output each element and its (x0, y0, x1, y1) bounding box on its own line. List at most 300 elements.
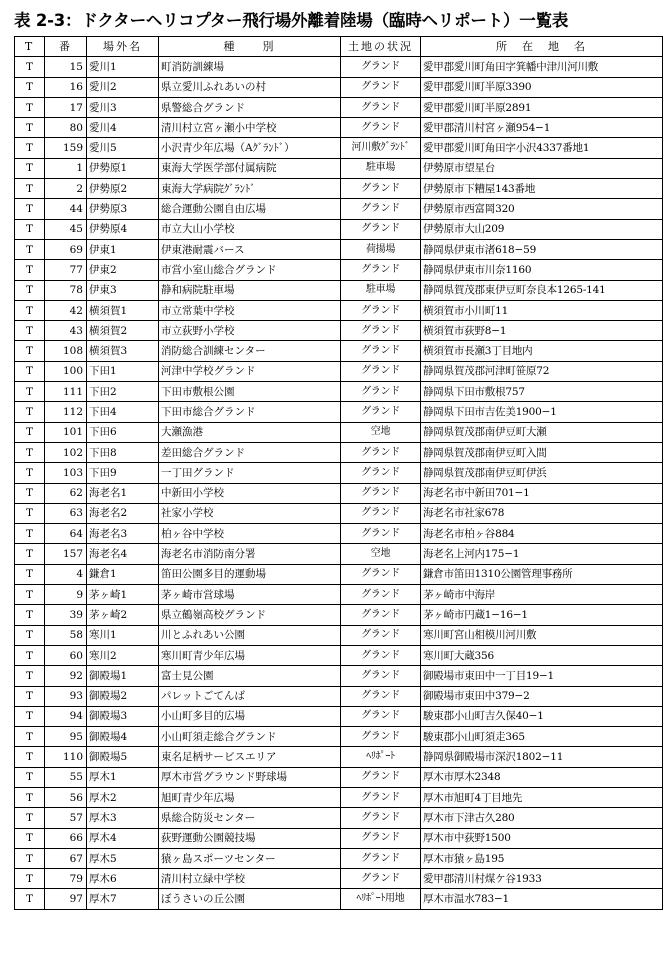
row-land-status: ﾍﾘﾎﾟｰﾄ (341, 747, 421, 767)
row-type: 大瀬漁港 (159, 422, 341, 442)
row-address: 海老名市柏ヶ谷884 (421, 524, 663, 544)
row-land-status: 河川敷ｸﾞﾗﾝﾄﾞ (341, 138, 421, 158)
row-number: 69 (45, 239, 87, 259)
row-number: 66 (45, 828, 87, 848)
table-row (15, 605, 663, 625)
row-t: T (15, 666, 45, 686)
row-site-name: 厚木7 (87, 889, 159, 909)
row-number: 78 (45, 280, 87, 300)
row-site-name: 御殿場4 (87, 727, 159, 747)
table-row (15, 97, 663, 117)
header-number: 番 (45, 37, 87, 57)
row-t: T (15, 158, 45, 178)
row-land-status: グランド (341, 77, 421, 97)
row-t: T (15, 402, 45, 422)
header-t: T (15, 37, 45, 57)
row-land-status: グランド (341, 645, 421, 665)
header-land-status: 土地の状況 (341, 37, 421, 57)
row-t: T (15, 199, 45, 219)
row-t: T (15, 706, 45, 726)
table-row (15, 483, 663, 503)
row-site-name: 茅ヶ崎1 (87, 585, 159, 605)
row-land-status: グランド (341, 585, 421, 605)
row-address: 厚木市温水783−1 (421, 889, 663, 909)
table-row (15, 585, 663, 605)
row-site-name: 伊勢原4 (87, 219, 159, 239)
table-row (15, 179, 663, 199)
row-t: T (15, 564, 45, 584)
row-number: 108 (45, 341, 87, 361)
row-address: 駿東郡小山町吉久保40−1 (421, 706, 663, 726)
row-land-status: グランド (341, 869, 421, 889)
row-t: T (15, 179, 45, 199)
row-land-status: グランド (341, 179, 421, 199)
row-t: T (15, 848, 45, 868)
row-number: 9 (45, 585, 87, 605)
row-site-name: 下田1 (87, 361, 159, 381)
table-row (15, 239, 663, 259)
row-address: 静岡県下田市敷根757 (421, 382, 663, 402)
row-address: 厚木市猿ヶ島195 (421, 848, 663, 868)
row-address: 横須賀市小川町11 (421, 300, 663, 320)
row-address: 伊勢原市下糟屋143番地 (421, 179, 663, 199)
table-row (15, 625, 663, 645)
row-type: 荻野運動公園競技場 (159, 828, 341, 848)
row-t: T (15, 300, 45, 320)
row-address: 愛甲郡愛川町半原2891 (421, 97, 663, 117)
row-number: 2 (45, 179, 87, 199)
row-t: T (15, 118, 45, 138)
row-address: 海老名市社家678 (421, 503, 663, 523)
row-address: 厚木市旭町4丁目地先 (421, 787, 663, 807)
row-t: T (15, 869, 45, 889)
row-number: 62 (45, 483, 87, 503)
row-number: 92 (45, 666, 87, 686)
row-t: T (15, 463, 45, 483)
row-site-name: 海老名1 (87, 483, 159, 503)
row-site-name: 伊東1 (87, 239, 159, 259)
row-address: 静岡県賀茂郡東伊豆町奈良本1265-141 (421, 280, 663, 300)
row-number: 43 (45, 321, 87, 341)
row-number: 94 (45, 706, 87, 726)
row-type: 差田総合グランド (159, 442, 341, 462)
row-address: 静岡県御殿場市深沢1802−11 (421, 747, 663, 767)
row-site-name: 下田6 (87, 422, 159, 442)
row-t: T (15, 828, 45, 848)
table-row (15, 422, 663, 442)
row-t: T (15, 138, 45, 158)
row-t: T (15, 544, 45, 564)
table-row (15, 666, 663, 686)
row-address: 伊勢原市望星台 (421, 158, 663, 178)
row-land-status: グランド (341, 321, 421, 341)
table-row (15, 706, 663, 726)
row-address: 愛甲郡愛川町角田字箕幡中津川河川敷 (421, 57, 663, 77)
table-row (15, 138, 663, 158)
row-t: T (15, 260, 45, 280)
row-land-status: グランド (341, 382, 421, 402)
row-address: 静岡県伊東市渚618−59 (421, 239, 663, 259)
row-number: 97 (45, 889, 87, 909)
row-type: 清川村立宮ヶ瀬小中学校 (159, 118, 341, 138)
row-t: T (15, 889, 45, 909)
header-type: 種 別 (159, 37, 341, 57)
row-address: 静岡県下田市吉佐美1900−1 (421, 402, 663, 422)
row-number: 100 (45, 361, 87, 381)
row-address: 愛甲郡愛川町角田字小沢4337番地1 (421, 138, 663, 158)
row-number: 44 (45, 199, 87, 219)
row-site-name: 寒川1 (87, 625, 159, 645)
row-land-status: グランド (341, 848, 421, 868)
row-site-name: 御殿場5 (87, 747, 159, 767)
row-number: 56 (45, 787, 87, 807)
row-site-name: 御殿場2 (87, 686, 159, 706)
row-address: 静岡県賀茂郡南伊豆町入間 (421, 442, 663, 462)
row-type: パレットごてんば (159, 686, 341, 706)
row-land-status: グランド (341, 97, 421, 117)
row-site-name: 茅ヶ崎2 (87, 605, 159, 625)
row-site-name: 海老名2 (87, 503, 159, 523)
row-address: 横須賀市長瀬3丁目地内 (421, 341, 663, 361)
row-address: 静岡県賀茂郡南伊豆町大瀬 (421, 422, 663, 442)
header-address: 所 在 地 名 (421, 37, 663, 57)
row-land-status: グランド (341, 402, 421, 422)
row-number: 93 (45, 686, 87, 706)
row-type: 笛田公園多目的運動場 (159, 564, 341, 584)
row-land-status: グランド (341, 57, 421, 77)
row-number: 39 (45, 605, 87, 625)
row-land-status: グランド (341, 686, 421, 706)
heliport-table (14, 36, 663, 910)
table-row (15, 118, 663, 138)
table-row (15, 321, 663, 341)
row-number: 17 (45, 97, 87, 117)
row-address: 愛甲郡清川村宮ヶ瀬954−1 (421, 118, 663, 138)
row-type: 下田市敷根公園 (159, 382, 341, 402)
row-type: 東海大学病院ｸﾞﾗﾝﾄﾞ (159, 179, 341, 199)
table-row (15, 503, 663, 523)
table-row (15, 341, 663, 361)
row-site-name: 海老名4 (87, 544, 159, 564)
row-number: 159 (45, 138, 87, 158)
row-address: 静岡県賀茂郡南伊豆町伊浜 (421, 463, 663, 483)
row-type: ぼうさいの丘公園 (159, 889, 341, 909)
row-site-name: 愛川1 (87, 57, 159, 77)
row-land-status: グランド (341, 524, 421, 544)
row-site-name: 下田9 (87, 463, 159, 483)
row-type: 東名足柄サービスエリア (159, 747, 341, 767)
row-type: 中新田小学校 (159, 483, 341, 503)
row-address: 寒川町大蔵356 (421, 645, 663, 665)
row-number: 1 (45, 158, 87, 178)
row-t: T (15, 483, 45, 503)
row-land-status: グランド (341, 828, 421, 848)
table-row (15, 524, 663, 544)
row-address: 寒川町宮山相模川河川敷 (421, 625, 663, 645)
row-address: 御殿場市東田中379−2 (421, 686, 663, 706)
table-row (15, 787, 663, 807)
row-address: 愛甲郡愛川町半原3390 (421, 77, 663, 97)
row-site-name: 伊東3 (87, 280, 159, 300)
row-t: T (15, 280, 45, 300)
row-type: 旭町青少年広場 (159, 787, 341, 807)
row-site-name: 御殿場3 (87, 706, 159, 726)
row-address: 静岡県伊東市川奈1160 (421, 260, 663, 280)
row-type: 河津中学校グランド (159, 361, 341, 381)
row-t: T (15, 442, 45, 462)
row-number: 63 (45, 503, 87, 523)
row-t: T (15, 57, 45, 77)
row-t: T (15, 727, 45, 747)
row-type: 富士見公園 (159, 666, 341, 686)
row-site-name: 下田4 (87, 402, 159, 422)
row-number: 60 (45, 645, 87, 665)
row-number: 45 (45, 219, 87, 239)
row-address: 伊勢原市大山209 (421, 219, 663, 239)
row-t: T (15, 503, 45, 523)
row-number: 42 (45, 300, 87, 320)
row-land-status: グランド (341, 300, 421, 320)
row-address: 茅ヶ崎市中海岸 (421, 585, 663, 605)
row-type: 伊東港耐震バース (159, 239, 341, 259)
row-t: T (15, 645, 45, 665)
table-row (15, 463, 663, 483)
row-address: 海老名上河内175−1 (421, 544, 663, 564)
row-address: 茅ヶ崎市円蔵1−16−1 (421, 605, 663, 625)
row-type: 柏ヶ谷中学校 (159, 524, 341, 544)
row-site-name: 愛川5 (87, 138, 159, 158)
row-type: 総合運動公園自由広場 (159, 199, 341, 219)
row-t: T (15, 808, 45, 828)
table-row (15, 280, 663, 300)
row-site-name: 横須賀3 (87, 341, 159, 361)
table-row (15, 361, 663, 381)
table-row (15, 828, 663, 848)
table-row (15, 199, 663, 219)
row-t: T (15, 219, 45, 239)
table-row (15, 382, 663, 402)
row-land-status: 荷揚場 (341, 239, 421, 259)
row-land-status: グランド (341, 219, 421, 239)
row-site-name: 鎌倉1 (87, 564, 159, 584)
row-number: 57 (45, 808, 87, 828)
row-number: 157 (45, 544, 87, 564)
row-site-name: 下田2 (87, 382, 159, 402)
row-site-name: 愛川4 (87, 118, 159, 138)
row-land-status: グランド (341, 463, 421, 483)
row-site-name: 伊勢原1 (87, 158, 159, 178)
table-row (15, 747, 663, 767)
row-number: 103 (45, 463, 87, 483)
table-row (15, 686, 663, 706)
row-t: T (15, 77, 45, 97)
row-site-name: 横須賀1 (87, 300, 159, 320)
row-t: T (15, 524, 45, 544)
row-site-name: 愛川2 (87, 77, 159, 97)
row-type: 清川村立緑中学校 (159, 869, 341, 889)
table-row (15, 77, 663, 97)
row-number: 101 (45, 422, 87, 442)
row-site-name: 御殿場1 (87, 666, 159, 686)
row-land-status: ﾍﾘﾎﾟｰﾄ用地 (341, 889, 421, 909)
row-t: T (15, 361, 45, 381)
row-t: T (15, 239, 45, 259)
row-type: 川とふれあい公園 (159, 625, 341, 645)
row-number: 55 (45, 767, 87, 787)
row-type: 厚木市営グラウンド野球場 (159, 767, 341, 787)
row-land-status: グランド (341, 483, 421, 503)
row-address: 海老名市中新田701−1 (421, 483, 663, 503)
row-land-status: グランド (341, 442, 421, 462)
row-land-status: グランド (341, 808, 421, 828)
table-row (15, 57, 663, 77)
row-land-status: 空地 (341, 544, 421, 564)
row-site-name: 横須賀2 (87, 321, 159, 341)
row-number: 4 (45, 564, 87, 584)
row-number: 67 (45, 848, 87, 868)
row-number: 102 (45, 442, 87, 462)
row-address: 厚木市中荻野1500 (421, 828, 663, 848)
table-row (15, 158, 663, 178)
row-land-status: グランド (341, 767, 421, 787)
row-land-status: グランド (341, 118, 421, 138)
table-row (15, 645, 663, 665)
row-type: 小山町須走総合グランド (159, 727, 341, 747)
row-number: 16 (45, 77, 87, 97)
row-land-status: グランド (341, 260, 421, 280)
row-land-status: 駐車場 (341, 280, 421, 300)
row-type: 県総合防災センター (159, 808, 341, 828)
table-row (15, 727, 663, 747)
row-address: 鎌倉市笛田1310公園管理事務所 (421, 564, 663, 584)
row-site-name: 厚木5 (87, 848, 159, 868)
row-t: T (15, 747, 45, 767)
row-type: 静和病院駐車場 (159, 280, 341, 300)
row-type: 県警総合グランド (159, 97, 341, 117)
row-site-name: 下田8 (87, 442, 159, 462)
table-row (15, 219, 663, 239)
row-land-status: グランド (341, 605, 421, 625)
row-type: 町消防訓練場 (159, 57, 341, 77)
row-address: 横須賀市荻野8−1 (421, 321, 663, 341)
row-address: 静岡県賀茂郡河津町笹原72 (421, 361, 663, 381)
row-number: 15 (45, 57, 87, 77)
row-land-status: グランド (341, 341, 421, 361)
row-number: 77 (45, 260, 87, 280)
table-row (15, 402, 663, 422)
row-site-name: 厚木4 (87, 828, 159, 848)
row-type: 一丁田グランド (159, 463, 341, 483)
row-site-name: 伊東2 (87, 260, 159, 280)
row-type: 小沢青少年広場（Aｸﾞﾗﾝﾄﾞ） (159, 138, 341, 158)
row-t: T (15, 321, 45, 341)
header-row (15, 37, 663, 57)
row-site-name: 海老名3 (87, 524, 159, 544)
row-address: 御殿場市東田中一丁目19−1 (421, 666, 663, 686)
row-t: T (15, 787, 45, 807)
row-type: 寒川町青少年広場 (159, 645, 341, 665)
row-type: 消防総合訓練センター (159, 341, 341, 361)
row-address: 厚木市厚木2348 (421, 767, 663, 787)
row-type: 猿ヶ島スポーツセンター (159, 848, 341, 868)
row-t: T (15, 767, 45, 787)
row-land-status: グランド (341, 787, 421, 807)
row-site-name: 厚木1 (87, 767, 159, 787)
row-t: T (15, 605, 45, 625)
row-t: T (15, 422, 45, 442)
header-site-name: 場外名 (87, 37, 159, 57)
table-row (15, 848, 663, 868)
row-number: 110 (45, 747, 87, 767)
table-row (15, 869, 663, 889)
row-site-name: 寒川2 (87, 645, 159, 665)
row-type: 市立常葉中学校 (159, 300, 341, 320)
row-number: 58 (45, 625, 87, 645)
row-land-status: グランド (341, 666, 421, 686)
row-t: T (15, 585, 45, 605)
row-type: 社家小学校 (159, 503, 341, 523)
row-type: 小山町多目的広場 (159, 706, 341, 726)
row-land-status: グランド (341, 564, 421, 584)
row-number: 111 (45, 382, 87, 402)
row-type: 下田市総合グランド (159, 402, 341, 422)
row-t: T (15, 341, 45, 361)
row-type: 市立大山小学校 (159, 219, 341, 239)
row-t: T (15, 625, 45, 645)
row-type: 県立鶴嶺高校グランド (159, 605, 341, 625)
table-row (15, 442, 663, 462)
row-land-status: グランド (341, 361, 421, 381)
row-land-status: 空地 (341, 422, 421, 442)
row-t: T (15, 97, 45, 117)
row-land-status: グランド (341, 727, 421, 747)
row-t: T (15, 382, 45, 402)
table-row (15, 260, 663, 280)
row-type: 市営小室山総合グランド (159, 260, 341, 280)
row-number: 95 (45, 727, 87, 747)
row-land-status: グランド (341, 625, 421, 645)
row-type: 県立愛川ふれあいの村 (159, 77, 341, 97)
row-site-name: 伊勢原2 (87, 179, 159, 199)
table-row (15, 564, 663, 584)
row-type: 市立荻野小学校 (159, 321, 341, 341)
row-type: 東海大学医学部付属病院 (159, 158, 341, 178)
row-site-name: 厚木3 (87, 808, 159, 828)
row-address: 愛甲郡清川村煤ケ谷1933 (421, 869, 663, 889)
row-address: 駿東郡小山町須走365 (421, 727, 663, 747)
table-row (15, 889, 663, 909)
row-number: 64 (45, 524, 87, 544)
row-site-name: 愛川3 (87, 97, 159, 117)
row-land-status: 駐車場 (341, 158, 421, 178)
page-title: 表 2-3：ドクターヘリコプター飛行場外離着陸場（臨時ヘリポート）一覧表 (14, 11, 569, 30)
row-land-status: グランド (341, 706, 421, 726)
row-type: 海老名市消防南分署 (159, 544, 341, 564)
table-row (15, 300, 663, 320)
row-number: 79 (45, 869, 87, 889)
row-number: 112 (45, 402, 87, 422)
row-land-status: グランド (341, 503, 421, 523)
table-row (15, 767, 663, 787)
row-site-name: 厚木2 (87, 787, 159, 807)
row-type: 茅ヶ崎市営球場 (159, 585, 341, 605)
row-land-status: グランド (341, 199, 421, 219)
row-site-name: 厚木6 (87, 869, 159, 889)
row-number: 80 (45, 118, 87, 138)
row-address: 伊勢原市西富岡320 (421, 199, 663, 219)
table-row (15, 808, 663, 828)
table-row (15, 544, 663, 564)
